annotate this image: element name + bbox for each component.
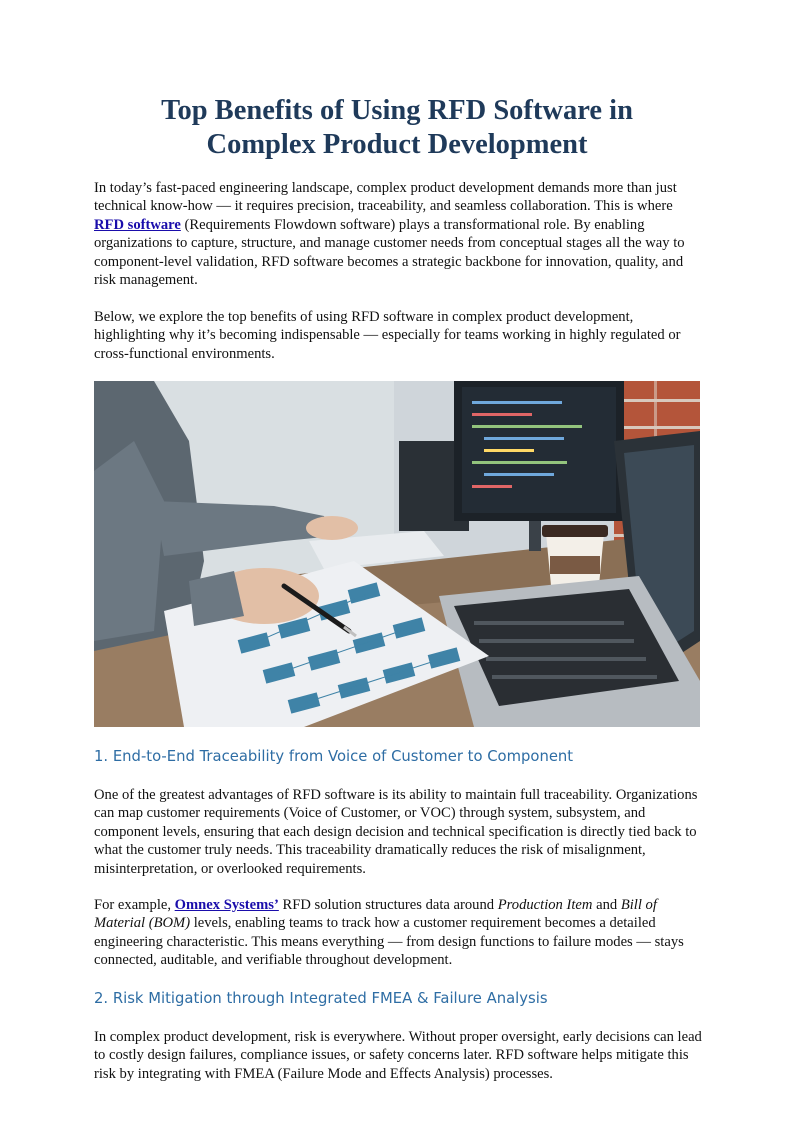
- section-1-paragraph-1: One of the greatest advantages of RFD software is its ability to maintain full traceability. Organizations can map customer requirements (Voice of Customer, or VOC) through system, subsystem, and component levels, ensuring that each design decision and technical specification is directly tied back to what the customer truly needs. This traceability dramatically reduces the risk of misalignment, misinterpretation, or overlooked requirements.: [94, 787, 698, 877]
- s1-p2-mid1: RFD solution structures data around: [278, 897, 498, 913]
- s1-p2-mid2: and: [592, 897, 621, 913]
- page-title: [60, 94, 734, 162]
- s1-p2-start: For example,: [94, 897, 175, 913]
- omnex-systems-link[interactable]: Omnex Systems’: [174, 897, 279, 913]
- intro-p1-text-end: (Requirements Flowdown software) plays a transformational role. By enabling organizations to capture, structure, and manage customer needs from conceptual stages all the way to component-level validation, RFD software becomes a strategic backbone for innovation, quality, and risk management.: [94, 216, 685, 289]
- intro-paragraph-1: [94, 179, 704, 289]
- office-desk-image: [94, 381, 700, 727]
- title-line-2: Complex Product Development: [206, 129, 588, 160]
- s1-p2-italic-bom: Bill of Material (BOM): [94, 897, 657, 932]
- section-2-heading: 2. Risk Mitigation through Integrated FMEA & Failure Analysis: [94, 990, 548, 1007]
- intro-paragraph-2: Below, we explore the top benefits of using RFD software in complex product development, highlighting why it’s becoming indispensable — especially for teams working in highly regulated or cross-functional environments.: [94, 309, 681, 362]
- hero-photo: [94, 381, 700, 727]
- s1-p2-end: levels, enabling teams to track how a customer requirement becomes a detailed engineering characteristic. This means everything — from design functions to failure modes — stays connected, auditable, and verifiable throughout development.: [94, 915, 684, 969]
- rfd-software-link[interactable]: RFD software: [94, 216, 181, 233]
- section-2-paragraph-1: In complex product development, risk is everywhere. Without proper oversight, early decisions can lead to costly design failures, compliance issues, or safety concerns later. RFD software helps mitigate this risk by integrating with FMEA (Failure Mode and Effects Analysis) processes.: [94, 1029, 702, 1082]
- title-line-1: Top Benefits of Using RFD Software in: [161, 95, 633, 126]
- section-1-paragraph-2: [94, 896, 704, 970]
- intro-p1-text-start: In today’s fast-paced engineering landscape, complex product development demands more than just technical know-how — it requires precision, traceability, and seamless collaboration. This is where: [94, 180, 677, 215]
- section-1-heading: 1. End-to-End Traceability from Voice of Customer to Component: [94, 748, 574, 765]
- s1-p2-italic-production-item: Production Item: [497, 897, 593, 913]
